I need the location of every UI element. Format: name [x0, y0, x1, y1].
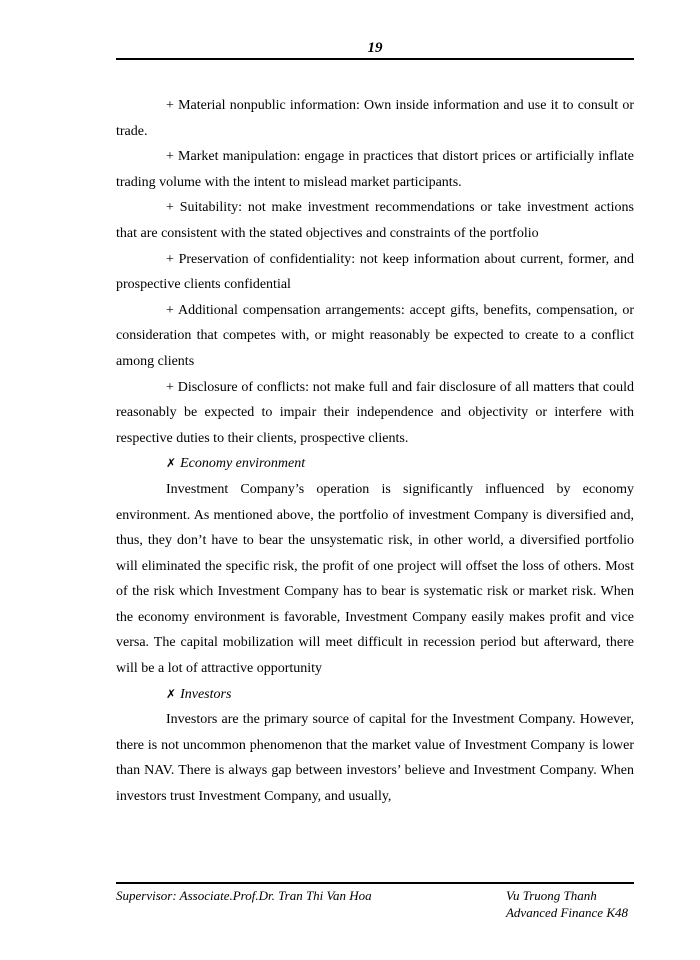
- footer-author-block: [506, 887, 628, 921]
- cross-bullet-icon: ✗: [166, 686, 177, 701]
- heading-economy-environment: [116, 451, 634, 477]
- header-rule: [116, 58, 634, 60]
- heading-investors-text: Investors: [180, 686, 232, 702]
- paragraph-suitability: + Suitability: not make investment recommendations or take investment actions that are consistent with the stated objectives and constraints of the portfolio: [116, 200, 634, 241]
- paragraph-economy-environment: Investment Company’s operation is significantly influenced by economy environment. As mentioned above, the portfolio of investment Company is diversified and, thus, they don’t have to bear the unsystematic risk, in other world, a diversified portfolio will eliminated the specific risk, the profit of one project will offset the loss of others. Most of the risk which Investment Company has to bear is systematic risk or market risk. When the economy environment is favorable, Investment Company easily makes profit and vice versa. The capital mobilization will meet difficult in recession period but afterward, there will be a lot of attractive opportunity: [116, 481, 634, 677]
- cross-bullet-icon: ✗: [166, 456, 177, 471]
- heading-economy-text: Economy environment: [180, 456, 306, 472]
- footer-rule: [116, 882, 634, 884]
- body-text: [116, 93, 634, 810]
- page-number: 19: [367, 40, 383, 56]
- paragraph-market-manipulation: + Market manipulation: engage in practices that distort prices or artificially inflate trading volume with the intent to mislead market participants.: [116, 149, 634, 190]
- paragraph-material-nonpublic: + Material nonpublic information: Own inside information and use it to consult or trade.: [116, 98, 634, 139]
- footer-supervisor: Supervisor: Associate.Prof.Dr. Tran Thi Van Hoa: [116, 888, 372, 903]
- paragraph-additional-compensation: + Additional compensation arrangements: accept gifts, benefits, compensation, or consideration that competes with, or might reasonably be expected to create to a conflict among clients: [116, 302, 634, 369]
- footer-class: Advanced Finance K48: [505, 905, 628, 920]
- footer-author: Vu Truong Thanh: [505, 888, 597, 903]
- paragraph-disclosure-conflicts: + Disclosure of conflicts: not make full and fair disclosure of all matters that could reasonably be expected to impair their independence and objectivity or interfere with respective duties to their clients, prospective clients.: [116, 379, 634, 446]
- paragraph-confidentiality: + Preservation of confidentiality: not keep information about current, former, and prospective clients confidential: [116, 251, 634, 293]
- heading-investors: [116, 682, 634, 708]
- paragraph-investors: Investors are the primary source of capital for the Investment Company. However, there is not uncommon phenomenon that the market value of Investment Company is lower than NAV. There is always gap between investors’ believe and Investment Company. When investors trust Investment Company, and usually,: [116, 712, 634, 805]
